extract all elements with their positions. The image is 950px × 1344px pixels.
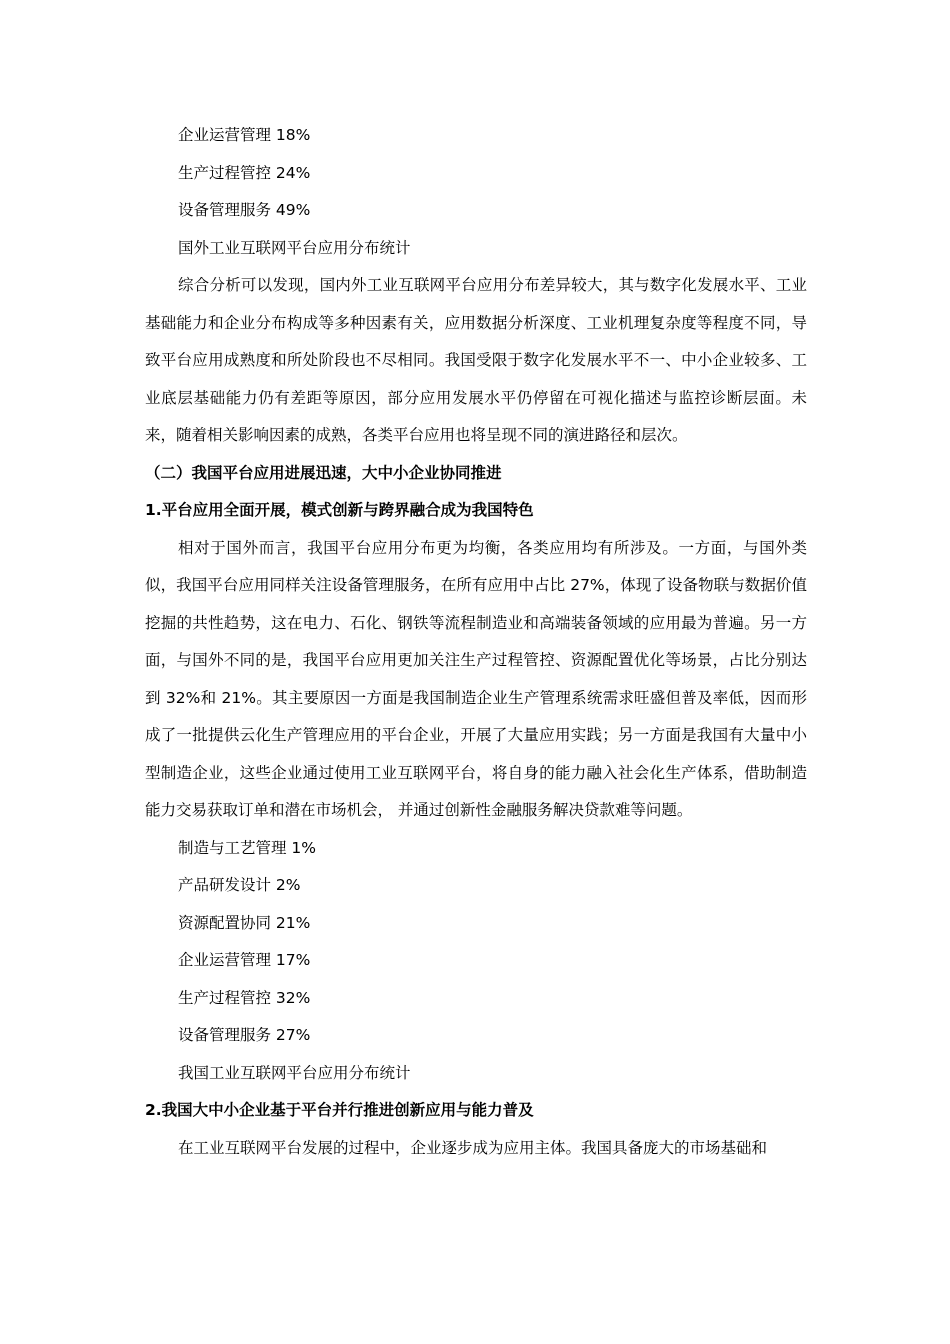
stat-item: 设备管理服务 49% bbox=[178, 201, 311, 219]
subsection-heading: 1.平台应用全面开展，模式创新与跨界融合成为我国特色 bbox=[145, 501, 534, 519]
body-paragraph: 相对于国外而言，我国平台应用分布更为均衡，各类应用均有所涉及。一方面，与国外类似，我国平台应用同样关注设备管理服务，在所有应用中占比 27%，体现了设备物联与数据价值挖掘的共性趋势，这在电力、石化、钢铁等流程制造业和高端装备领域的应用最为普遍。另一方面，与国外不同的是，我国平台应用更加关注生产过程管控、资源配置优化等场景，占比分别达到 32%和 21%。其主要原因一方面是我国制造企业生产管理系统需求旺盛但普及率低，因而形成了一批提供云化生产管理应用的平台企业，开展了大量应用实践；另一方面是我国有大量中小型制造企业，这些企业通过使用工业互联网平台，将自身的能力融入社会化生产体系，借助制造能力交易获取订单和潜在市场机会， 并通过创新性金融服务解决贷款难等问题。 bbox=[145, 538, 807, 819]
stat-item: 产品研发设计 2% bbox=[178, 876, 301, 894]
figure-caption: 国外工业互联网平台应用分布统计 bbox=[178, 238, 411, 257]
body-paragraph: 在工业互联网平台发展的过程中，企业逐步成为应用主体。我国具备庞大的市场基础和 bbox=[178, 1138, 768, 1157]
stat-item: 生产过程管控 24% bbox=[178, 163, 311, 182]
document-body bbox=[145, 117, 807, 1167]
subsection-heading: 2.我国大中小企业基于平台并行推进创新应用与能力普及 bbox=[145, 1101, 534, 1119]
section-heading: （二）我国平台应用进展迅速，大中小企业协同推进 bbox=[145, 463, 502, 482]
stat-item: 资源配置协同 21% bbox=[178, 913, 311, 932]
stat-item: 企业运营管理 18% bbox=[178, 126, 311, 144]
stat-item: 生产过程管控 32% bbox=[178, 988, 311, 1007]
stat-item: 设备管理服务 27% bbox=[178, 1026, 311, 1044]
figure-caption: 我国工业互联网平台应用分布统计 bbox=[178, 1063, 411, 1082]
stat-item: 制造与工艺管理 1% bbox=[178, 838, 317, 857]
body-paragraph: 综合分析可以发现，国内外工业互联网平台应用分布差异较大，其与数字化发展水平、工业基础能力和企业分布构成等多种因素有关，应用数据分析深度、工业机理复杂度等程度不同，导致平台应用成熟度和所处阶段也不尽相同。我国受限于数字化发展水平不一、中小企业较多、工业底层基础能力仍有差距等原因，部分应用发展水平仍停留在可视化描述与监控诊断层面。未来，随着相关影响因素的成熟，各类平台应用也将呈现不同的演进路径和层次。 bbox=[145, 276, 807, 444]
stat-item: 企业运营管理 17% bbox=[178, 951, 311, 969]
